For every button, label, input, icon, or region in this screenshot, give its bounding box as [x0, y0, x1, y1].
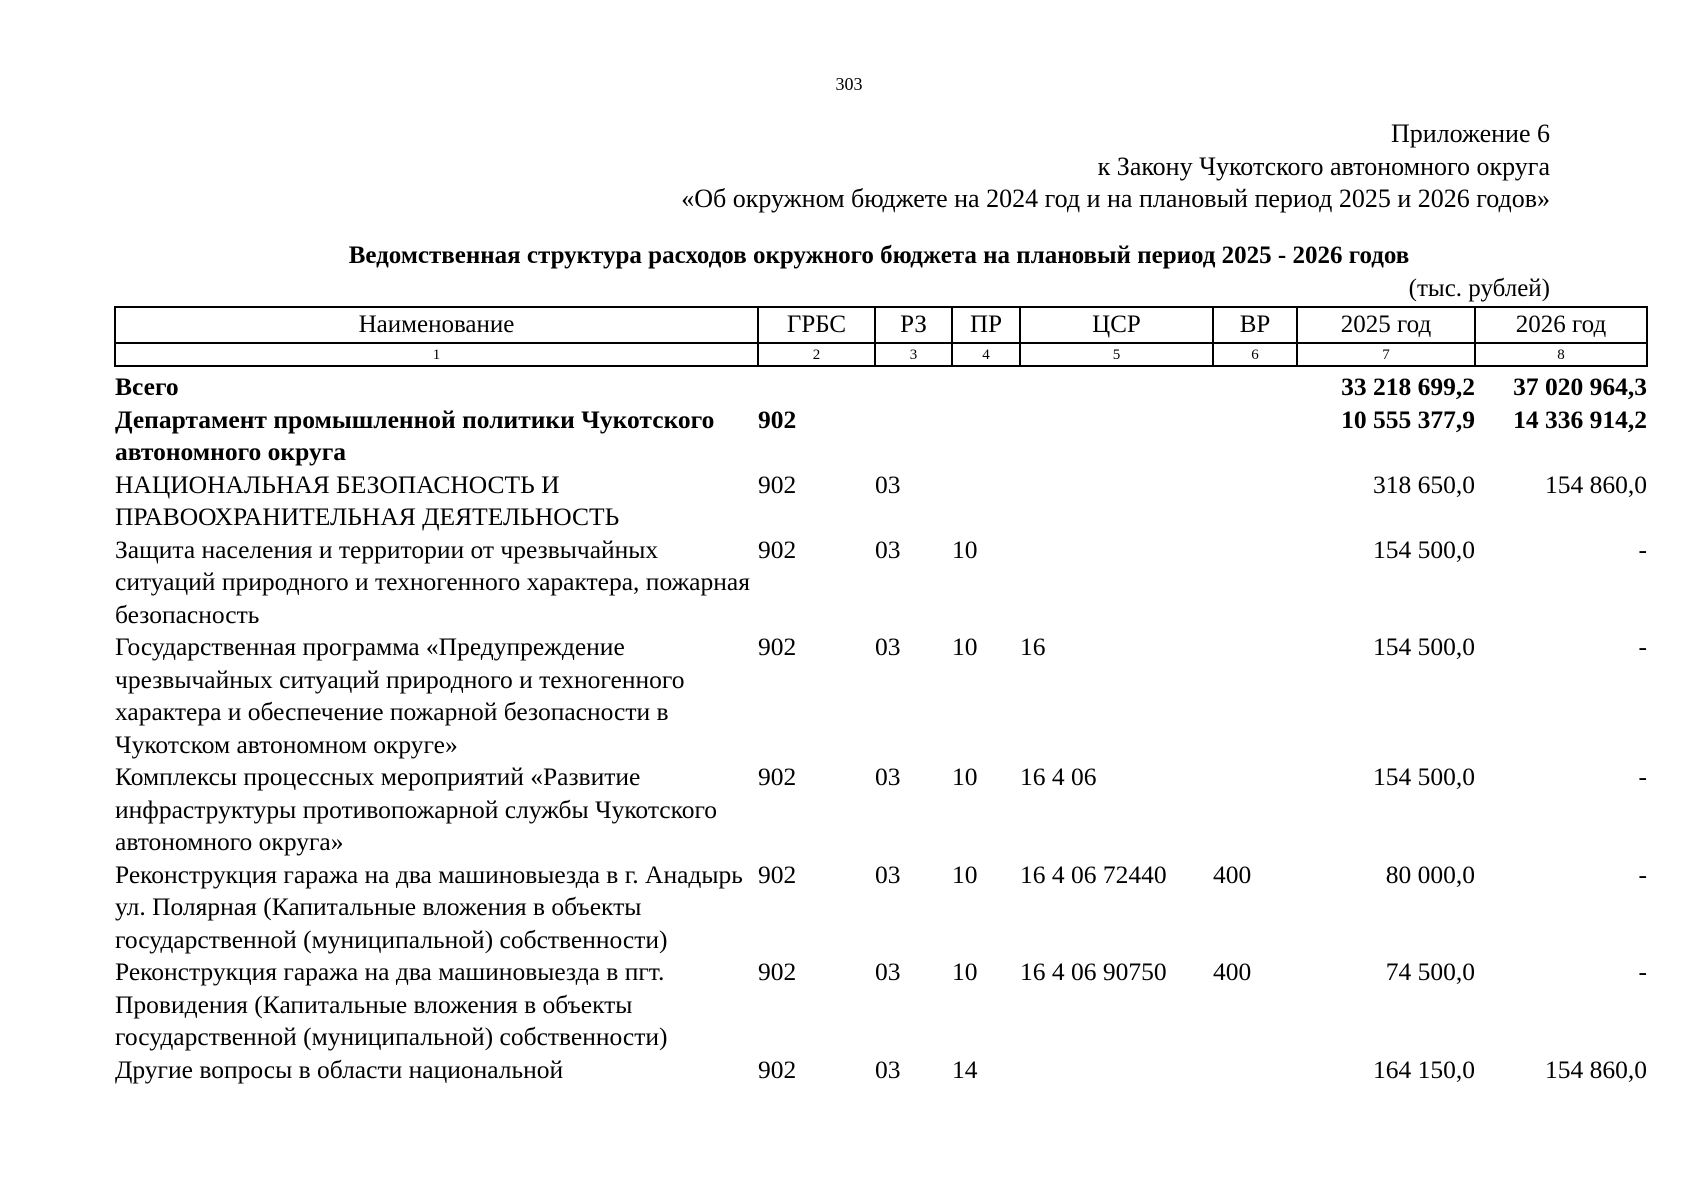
row-amount-2026: 154 860,0: [1545, 469, 1647, 499]
row-pr: [952, 469, 1020, 534]
row-grbs: 902: [758, 404, 797, 434]
column-number: 7: [1297, 343, 1475, 366]
row-rz: [875, 366, 952, 404]
row-grbs: 902: [758, 632, 797, 661]
table-row: [115, 469, 1647, 534]
row-pr: [952, 404, 1020, 469]
table-row: [115, 761, 1647, 859]
row-grbs: 902: [758, 1054, 797, 1084]
units-label: (тыс. рублей): [1408, 275, 1550, 302]
header-csr: ЦСР: [1020, 307, 1213, 343]
row-grbs: 902: [758, 762, 797, 791]
row-rz: 03: [875, 1054, 901, 1084]
row-name: Реконструкция гаража на два машиновыезда в пгт. Провидения (Капитальные вложения в объекты государственной (муниципальной) собственности): [115, 957, 668, 1051]
row-amount-2026: -: [1638, 957, 1647, 986]
row-name: Защита населения и территории от чрезвычайных ситуаций природного и техногенного характера, пожарная безопасность: [115, 534, 750, 629]
row-name: НАЦИОНАЛЬНАЯ БЕЗОПАСНОСТЬ И ПРАВООХРАНИТЕЛЬНАЯ ДЕЯТЕЛЬНОСТЬ: [115, 469, 620, 531]
table-row: [115, 631, 1647, 761]
row-vr: [1213, 404, 1297, 469]
row-rz: 03: [875, 632, 901, 661]
column-number: 3: [875, 343, 952, 366]
row-grbs: [758, 366, 875, 404]
row-vr: 400: [1213, 957, 1252, 986]
row-pr: 10: [952, 632, 978, 661]
appendix-line-2: к Закону Чукотского автономного округа: [1097, 151, 1550, 181]
header-rz: РЗ: [875, 307, 952, 343]
row-pr: 10: [952, 762, 978, 791]
appendix-line-1: Приложение 6: [1390, 119, 1550, 148]
column-number: 4: [952, 343, 1020, 366]
row-pr: 10: [952, 957, 978, 986]
row-name: Департамент промышленной политики Чукотского автономного округа: [115, 404, 715, 466]
row-vr: [1213, 534, 1297, 632]
row-csr: 16 4 06 90750: [1020, 957, 1167, 986]
column-number: 2: [758, 343, 875, 366]
header-grbs: ГРБС: [758, 307, 875, 343]
column-number-row: [115, 343, 1647, 366]
row-name: Комплексы процессных мероприятий «Развитие инфраструктуры противопожарной службы Чукотского автономного округа»: [115, 762, 718, 856]
row-grbs: 902: [758, 534, 797, 564]
row-amount-2025: 154 500,0: [1373, 534, 1475, 564]
row-rz: 03: [875, 859, 901, 889]
row-csr: [1020, 534, 1213, 632]
row-csr: [1020, 366, 1213, 404]
budget-table: [114, 306, 1648, 1086]
row-amount-2026: -: [1638, 859, 1647, 889]
document-title: Ведомственная структура расходов окружного бюджета на плановый период 2025 - 2026 годов: [348, 242, 1410, 269]
row-amount-2025: 154 500,0: [1373, 762, 1475, 791]
column-number: 1: [115, 343, 758, 366]
row-rz: 03: [875, 534, 901, 564]
row-amount-2026: -: [1638, 762, 1647, 791]
row-vr: 400: [1213, 859, 1252, 889]
row-amount-2025: 80 000,0: [1385, 859, 1475, 889]
row-amount-2026: 154 860,0: [1545, 1054, 1647, 1084]
column-number: 8: [1475, 343, 1647, 366]
row-csr: 16 4 06 72440: [1020, 859, 1167, 889]
row-grbs: 902: [758, 859, 797, 889]
row-amount-2026: 14 336 914,2: [1513, 404, 1647, 434]
row-amount-2026: 37 020 964,3: [1513, 372, 1647, 401]
row-rz: [875, 404, 952, 469]
row-grbs: 902: [758, 957, 797, 986]
table-row-total: [115, 366, 1647, 404]
table-row: [115, 534, 1647, 632]
row-csr: [1020, 404, 1213, 469]
header-name: Наименование: [115, 307, 758, 343]
header-vr: ВР: [1213, 307, 1297, 343]
row-csr: 16 4 06: [1020, 762, 1097, 791]
row-rz: 03: [875, 469, 901, 499]
row-amount-2025: 318 650,0: [1373, 469, 1475, 499]
row-grbs: 902: [758, 469, 797, 499]
row-pr: 14: [952, 1054, 978, 1084]
row-pr: 10: [952, 859, 978, 889]
appendix-block: [681, 118, 1550, 216]
row-csr: [1020, 469, 1213, 534]
row-pr: [952, 366, 1020, 404]
header-2025: 2025 год: [1297, 307, 1475, 343]
row-amount-2025: 164 150,0: [1373, 1054, 1475, 1084]
row-amount-2025: 154 500,0: [1373, 632, 1475, 661]
row-vr: [1213, 631, 1297, 761]
header-2026: 2026 год: [1475, 307, 1647, 343]
table-row: [115, 956, 1647, 1054]
row-name: Другие вопросы в области национальной: [115, 1054, 564, 1084]
table-row: [115, 1054, 1647, 1087]
row-name: Всего: [115, 372, 179, 401]
row-vr: [1213, 366, 1297, 404]
table-row: [115, 859, 1647, 957]
row-amount-2026: -: [1638, 632, 1647, 661]
row-amount-2025: 10 555 377,9: [1341, 404, 1475, 434]
row-name: Государственная программа «Предупреждение чрезвычайных ситуаций природного и техногенного характера и обеспечение пожарной безопасности в Чукотском автономном округе»: [115, 632, 685, 759]
row-csr: [1020, 1054, 1213, 1087]
header-pr: ПР: [952, 307, 1020, 343]
row-vr: [1213, 1054, 1297, 1087]
table-row-department: [115, 404, 1647, 469]
row-name: Реконструкция гаража на два машиновыезда в г. Анадырь ул. Полярная (Капитальные вложения в объекты государственной (муниципальной) собственности): [115, 859, 743, 954]
row-amount-2025: 74 500,0: [1385, 957, 1475, 986]
page-number: 303: [835, 74, 863, 94]
row-vr: [1213, 469, 1297, 534]
row-csr: 16: [1020, 632, 1046, 661]
column-number: 5: [1020, 343, 1213, 366]
table-header-row: [115, 307, 1647, 343]
row-amount-2025: 33 218 699,2: [1341, 372, 1475, 401]
column-number: 6: [1213, 343, 1297, 366]
row-vr: [1213, 761, 1297, 859]
row-rz: 03: [875, 957, 901, 986]
row-rz: 03: [875, 762, 901, 791]
appendix-line-3: «Об окружном бюджете на 2024 год и на плановый период 2025 и 2026 годов»: [681, 184, 1550, 213]
row-pr: 10: [952, 534, 978, 564]
row-amount-2026: -: [1638, 534, 1647, 564]
